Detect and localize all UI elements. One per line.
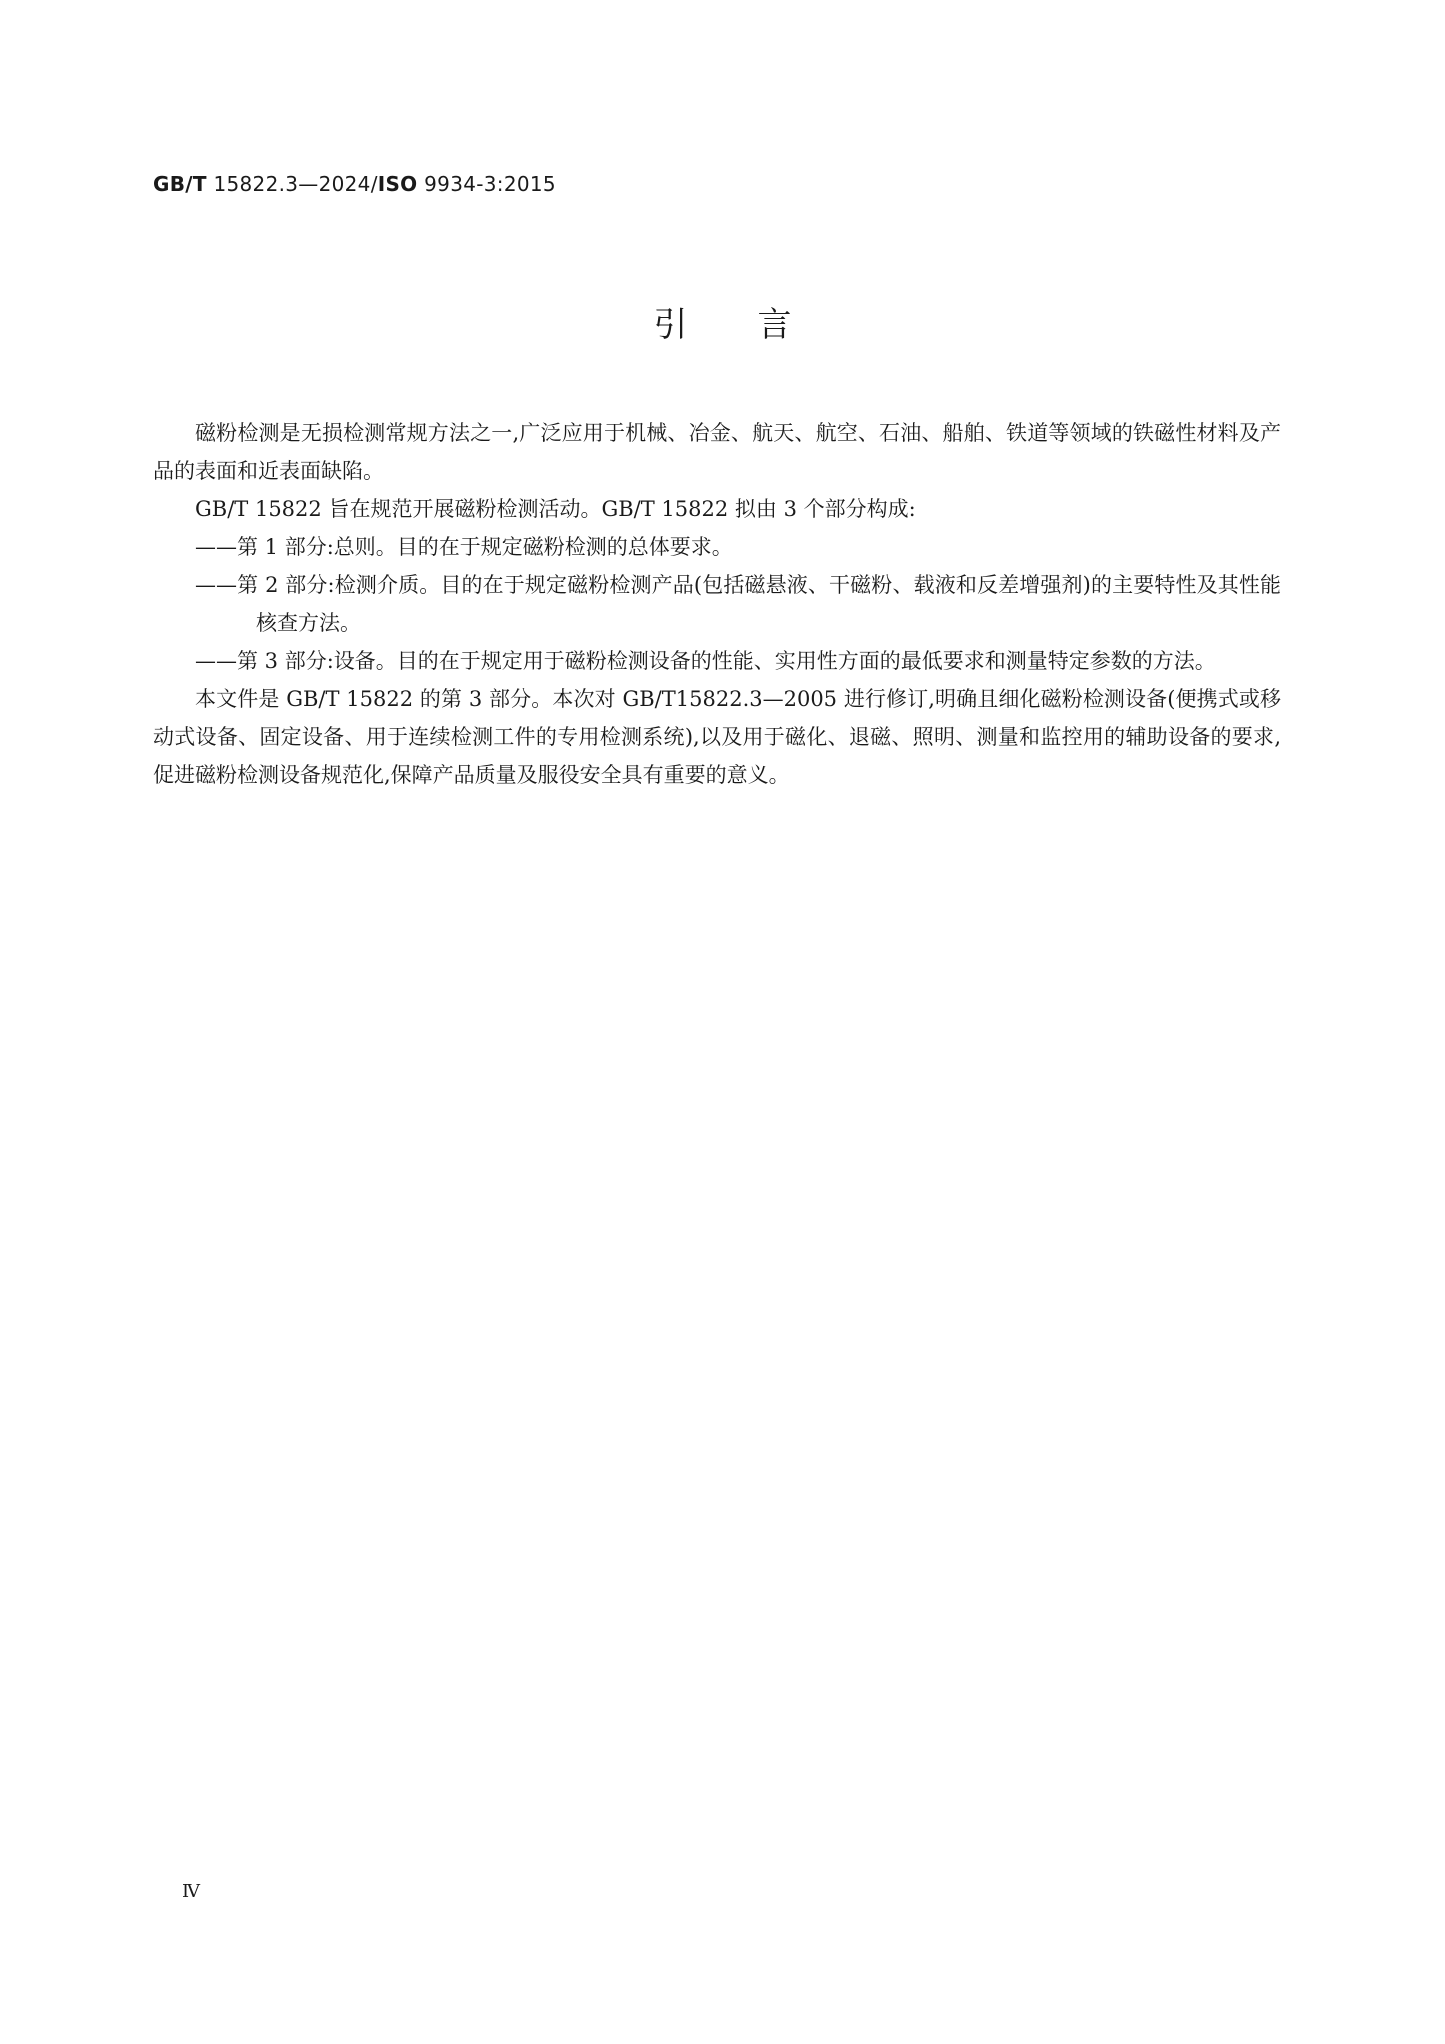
page-number: Ⅳ <box>182 1881 200 1902</box>
list-item-part-3: ——第 3 部分:设备。目的在于规定用于磁粉检测设备的性能、实用性方面的最低要求和测量特定参数的方法。 <box>195 649 1216 673</box>
body-text <box>153 414 1281 794</box>
list-item-part-1: ——第 1 部分:总则。目的在于规定磁粉检测的总体要求。 <box>195 535 733 559</box>
paragraph-structure: GB/T 15822 旨在规范开展磁粉检测活动。GB/T 15822 拟由 3 个部分构成: <box>195 497 916 521</box>
page-title: 引言 <box>653 305 862 345</box>
iso-prefix: ISO <box>377 172 418 196</box>
list-item-part-2: ——第 2 部分:检测介质。目的在于规定磁粉检测产品(包括磁悬液、干磁粉、载液和反差增强剂)的主要特性及其性能核查方法。 <box>195 573 1281 635</box>
standard-prefix: GB/T <box>153 172 207 196</box>
standard-number: 15822.3—2024/ <box>213 172 378 196</box>
paragraph-intro: 磁粉检测是无损检测常规方法之一,广泛应用于机械、冶金、航天、航空、石油、船舶、铁道等领域的铁磁性材料及产品的表面和近表面缺陷。 <box>153 421 1281 483</box>
iso-number: 9934-3:2015 <box>424 172 556 196</box>
standard-header <box>153 172 556 196</box>
paragraph-revision: 本文件是 GB/T 15822 的第 3 部分。本次对 GB/T15822.3—2005 进行修订,明确且细化磁粉检测设备(便携式或移动式设备、固定设备、用于连续检测工件的专用检测系统),以及用于磁化、退磁、照明、测量和监控用的辅助设备的要求,促进磁粉检测设备规范化,保障产品质量及服役安全具有重要的意义。 <box>153 687 1281 787</box>
